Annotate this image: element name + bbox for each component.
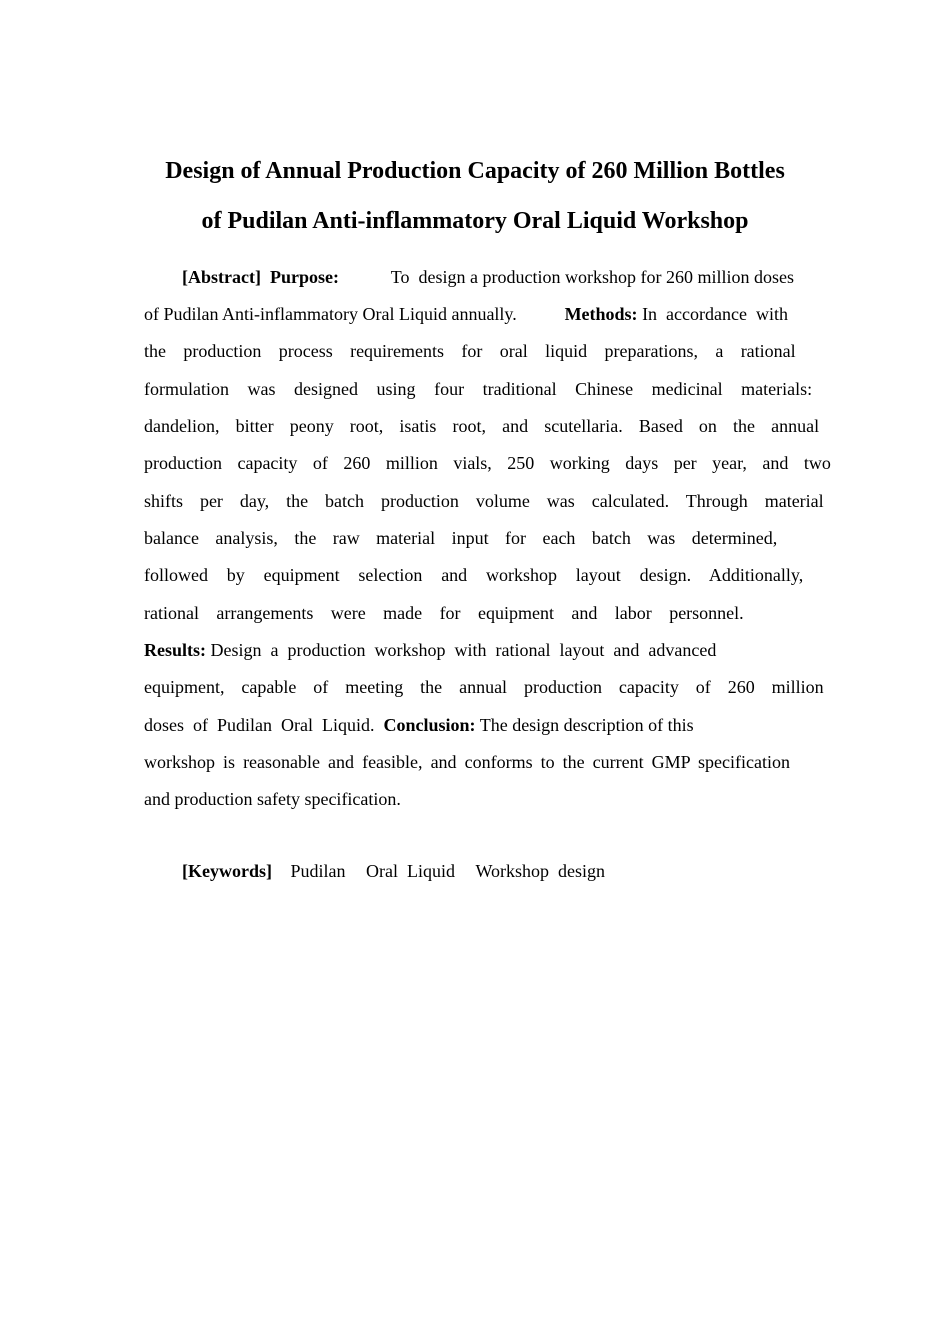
abstract-line-8	[144, 520, 778, 557]
keyword-item: Oral Liquid	[366, 861, 455, 881]
abstract-line-3	[144, 333, 796, 370]
abstract-line-1	[182, 259, 794, 296]
results-text-13: doses of Pudilan Oral Liquid.	[144, 715, 375, 735]
methods-text-4: formulation was designed using four traditional Chinese medicinal materials:	[144, 379, 813, 399]
conclusion-text-14: workshop is reasonable and feasible, and conforms to the current GMP specification	[144, 752, 790, 772]
abstract-line-5	[144, 408, 820, 445]
abstract-line-2	[144, 296, 788, 333]
abstract-line-12	[144, 669, 824, 706]
conclusion-text-15: and production safety specification.	[144, 789, 401, 809]
methods-text-5: dandelion, bitter peony root, isatis root, and scutellaria. Based on the annual	[144, 416, 820, 436]
title-line-1: Design of Annual Production Capacity of 260 Million Bottles	[165, 158, 785, 184]
methods-text-9: followed by equipment selection and workshop layout design. Additionally,	[144, 565, 804, 585]
keywords-section	[182, 853, 605, 890]
abstract-line-10	[144, 595, 744, 632]
abstract-line-15	[144, 781, 401, 818]
methods-text-6: production capacity of 260 million vials, 250 working days per year, and two	[144, 453, 831, 473]
methods-text-3: the production process requirements for oral liquid preparations, a rational	[144, 341, 796, 361]
conclusion-label: Conclusion:	[383, 715, 476, 735]
abstract-label: [Abstract]	[182, 267, 261, 287]
abstract-line-6	[144, 445, 831, 482]
keyword-item: Workshop design	[475, 861, 606, 881]
results-text-12: equipment, capable of meeting the annual production capacity of 260 million	[144, 677, 824, 697]
keywords-label: [Keywords]	[182, 861, 272, 881]
methods-text-10: rational arrangements were made for equipment and labor personnel.	[144, 603, 744, 623]
abstract-line-4	[144, 371, 813, 408]
abstract-line-13	[144, 707, 730, 744]
methods-text-start: In accordance with	[642, 304, 788, 324]
purpose-label: Purpose:	[269, 267, 339, 287]
abstract-line-7	[144, 483, 824, 520]
methods-text-8: balance analysis, the raw material input for each batch was determined,	[144, 528, 778, 548]
results-label: Results:	[144, 640, 206, 660]
title-line-2: of Pudilan Anti-inflammatory Oral Liquid Workshop	[201, 208, 749, 234]
abstract-line-14	[144, 744, 790, 781]
abstract-line-9	[144, 557, 804, 594]
keyword-item: Pudilan	[290, 861, 346, 881]
conclusion-text-start: The design description of this	[479, 715, 694, 735]
methods-label: Methods:	[564, 304, 638, 324]
abstract-line-11	[144, 632, 754, 669]
purpose-text: To design a production workshop for 260 million doses	[390, 267, 794, 287]
methods-text-7: shifts per day, the batch production volume was calculated. Through material	[144, 491, 824, 511]
results-text-11: Design a production workshop with rational layout and advanced	[210, 640, 717, 660]
paper-title	[120, 146, 830, 246]
purpose-text-cont: of Pudilan Anti-inflammatory Oral Liquid annually.	[144, 304, 517, 324]
